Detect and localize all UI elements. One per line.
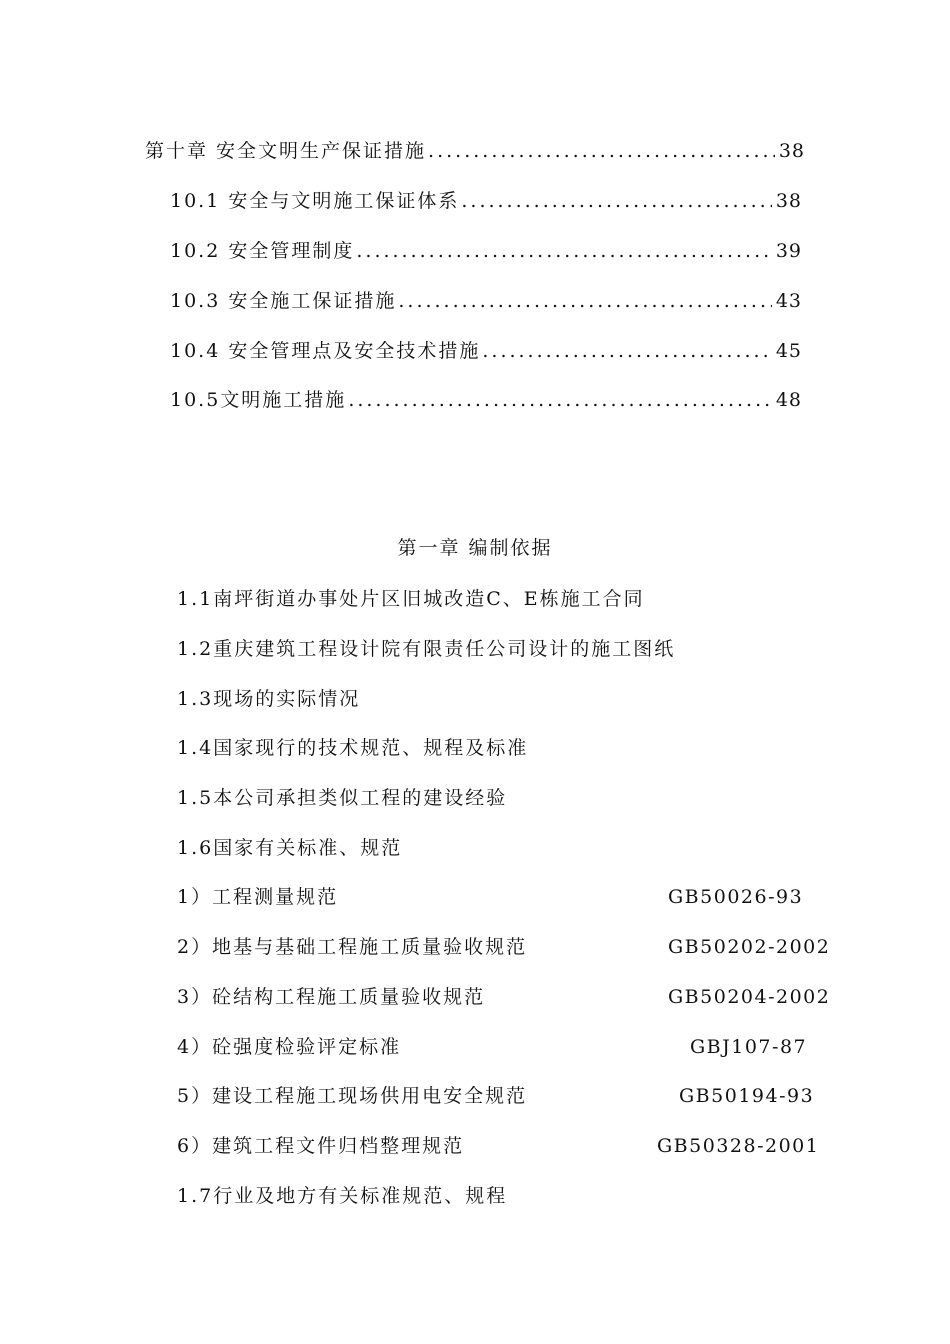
toc-entry-title: 10.2 安全管理制度 xyxy=(170,240,355,262)
toc-entry-title: 10.3 安全施工保证措施 xyxy=(170,290,397,312)
standard-item xyxy=(177,982,831,1012)
toc-entry-title: 10.1 安全与文明施工保证体系 xyxy=(170,190,460,212)
toc-entry-chapter-10[interactable] xyxy=(145,136,805,166)
standard-code: GBJ107-87 xyxy=(690,1036,808,1058)
basis-item-1-2: 1.2重庆建筑工程设计院有限责任公司设计的施工图纸 xyxy=(177,638,676,660)
basis-item-1-5: 1.5本公司承担类似工程的建设经验 xyxy=(177,787,508,809)
standard-name: 5）建设工程施工现场供用电安全规范 xyxy=(177,1085,528,1107)
toc-entry-page: 38 xyxy=(775,190,802,212)
toc-entry-title: 第十章 安全文明生产保证措施 xyxy=(145,140,427,162)
standard-item xyxy=(177,932,831,962)
standard-code: GB50204-2002 xyxy=(668,986,831,1008)
standard-name: 3）砼结构工程施工质量验收规范 xyxy=(177,986,486,1008)
toc-entry-page: 39 xyxy=(775,240,802,262)
toc-entry-10-4[interactable] xyxy=(170,336,802,366)
basis-item-1-4: 1.4国家现行的技术规范、规程及标准 xyxy=(177,737,529,759)
toc-entry-page: 38 xyxy=(778,140,805,162)
basis-item-1-1: 1.1南坪街道办事处片区旧城改造C、E栋施工合同 xyxy=(177,588,645,610)
standard-item xyxy=(177,1131,820,1161)
standard-name: 6）建筑工程文件归档整理规范 xyxy=(177,1135,465,1157)
standard-code: GB50328-2001 xyxy=(657,1135,820,1157)
standard-code: GB50202-2002 xyxy=(668,936,831,958)
toc-entry-title: 10.4 安全管理点及安全技术措施 xyxy=(170,340,481,362)
basis-item-1-6: 1.6国家有关标准、规范 xyxy=(177,837,403,859)
standard-code: GB50026-93 xyxy=(668,886,804,908)
standard-name: 2）地基与基础工程施工质量验收规范 xyxy=(177,936,528,958)
standard-name: 1）工程测量规范 xyxy=(177,886,339,908)
toc-entry-page: 48 xyxy=(775,389,802,411)
toc-entry-10-2[interactable] xyxy=(170,236,802,266)
basis-item-1-3: 1.3现场的实际情况 xyxy=(177,688,361,710)
toc-entry-10-3[interactable] xyxy=(170,286,802,316)
standard-item xyxy=(177,882,807,912)
toc-entry-10-5[interactable] xyxy=(170,385,802,415)
toc-leader-dots xyxy=(428,136,775,166)
toc-leader-dots xyxy=(348,385,772,415)
standard-name: 4）砼强度检验评定标准 xyxy=(177,1036,402,1058)
toc-entry-page: 43 xyxy=(775,290,802,312)
standard-item xyxy=(177,1081,815,1111)
standard-item xyxy=(177,1032,807,1062)
toc-leader-dots xyxy=(482,336,771,366)
toc-leader-dots xyxy=(356,236,771,266)
toc-entry-page: 45 xyxy=(775,340,802,362)
toc-entry-10-1[interactable] xyxy=(170,186,802,216)
standard-code: GB50194-93 xyxy=(679,1085,815,1107)
toc-leader-dots xyxy=(461,186,771,216)
toc-entry-title: 10.5文明施工措施 xyxy=(170,389,347,411)
chapter-heading: 第一章 编制依据 xyxy=(397,537,553,559)
toc-leader-dots xyxy=(398,286,771,316)
basis-item-1-7: 1.7行业及地方有关标准规范、规程 xyxy=(177,1185,508,1207)
